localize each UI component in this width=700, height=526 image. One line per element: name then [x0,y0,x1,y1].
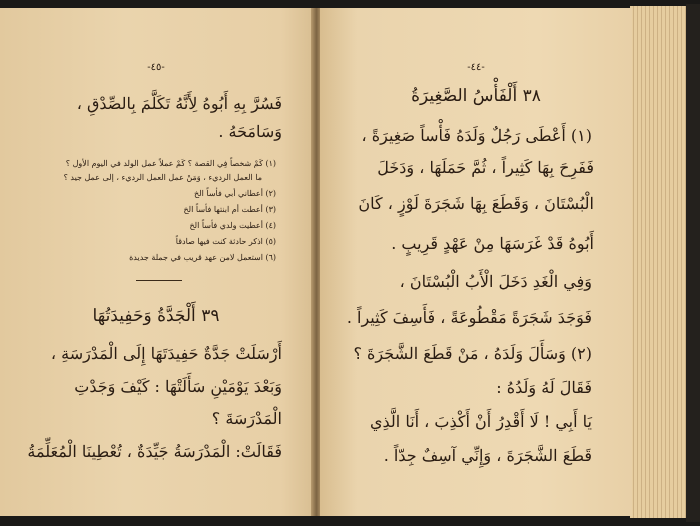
text-line: وَفِي الْغَدِ دَخَلَ الْأَبُ الْبُسْتَانَ ، [399,272,592,291]
text-line: فَقَالَتْ: الْمَدْرَسَةُ جَيِّدَةٌ ، تُعْطِينَا الْمُعَلِّمَةُ [27,442,282,461]
right-page [320,8,632,516]
question-line: (١) كَمْ شخصاً فِي القصة ؟ كَمْ عملاً عمل الولد في اليوم الأول ؟ [65,159,276,168]
text-line: (٢) وَسَأَلَ وَلَدَهُ ، مَنْ قَطَعَ الشَّجَرَةَ ؟ [353,344,592,363]
text-line: قَطَعَ الشَّجَرَةَ ، وَإِنِّي آسِفٌ جِدّاً . [383,446,592,465]
text-line: فَقَالَ لَهُ وَلَدُهُ : [496,378,592,397]
text-line: الْمَدْرَسَةَ ؟ [211,409,282,428]
lesson-title: ٣٨ أَلْفَأْسُ الصَّغِيرَةُ [411,86,541,106]
text-line: وَسَامَحَهُ . [218,122,282,141]
text-line: يَا أَبِي ! لَا أَقْدِرُ أَنْ أَكْذِبَ ، أَنَا الَّذِي [369,412,592,431]
text-line: فَسُرَّ بِهِ أَبُوهُ لِأَنَّهُ تَكَلَّمَ بِالصِّدْقِ ، [76,94,282,113]
page-edges [630,6,688,518]
text-line: (١) أَعْطَى رَجُلٌ وَلَدَهُ فَأْساً صَغِيرَةً ، [361,126,592,145]
question-line: (٤) أعطيت ولدي فأساً الخ [189,221,276,230]
book-cover-edge [686,4,700,522]
lesson-title: ٣٩ أَلْجَدَّةُ وَحَفِيدَتُهَا [92,306,220,326]
text-line: وَبَعْدَ يَوْمَيْنِ سَأَلَتْهَا : كَيْفَ وَجَدْتِ [74,377,282,396]
question-line: (٣) أعطت أم ابنتها فأساً الخ [183,205,276,214]
text-line: فَوَجَدَ شَجَرَةً مَقْطُوعَةً ، فَأَسِفَ كَثِيراً . [346,308,592,327]
question-line: ما العمل الرديء ، وَمَنْ عمل العمل الرديء ، إلى عمل جيد ؟ [63,173,262,182]
left-page [0,8,312,516]
text-line: أَبُوهُ قَدْ غَرَسَهَا مِنْ عَهْدٍ قَرِيبٍ . [391,234,594,253]
question-line: (٥) اذكر حادثة كنت فيها صادقاً [175,237,276,246]
section-divider [136,280,182,281]
text-line: أَرْسَلَتْ جَدَّةٌ حَفِيدَتَهَا إِلَى الْمَدْرَسَةِ ، [50,344,282,363]
question-line: (٢) أعطاني أبي فأساً الخ [194,189,276,198]
text-line: الْبُسْتَانَ ، وَقَطَعَ بِهَا شَجَرَةَ لَوْزٍ ، كَانَ [358,194,594,213]
page-number: -٤٥- [147,62,165,73]
text-line: فَفَرِحَ بِهَا كَثِيراً ، ثُمَّ حَمَلَهَا ، وَدَخَلَ [377,158,594,177]
page-number: -٤٤- [467,62,485,73]
question-line: (٦) استعمل لامن عهد قريب في جملة جديدة [129,253,276,262]
